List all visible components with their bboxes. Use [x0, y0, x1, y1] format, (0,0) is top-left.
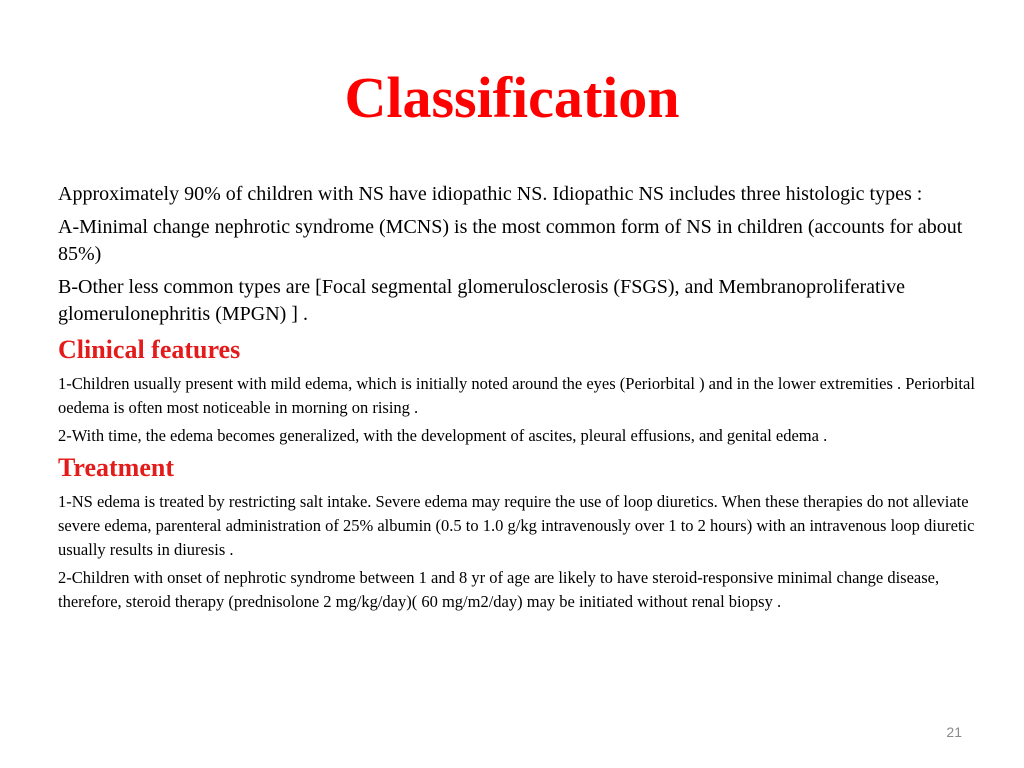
slide-content — [58, 181, 998, 618]
treatment-item-2: 2-Children with onset of nephrotic syndrome between 1 and 8 yr of age are likely to have steroid-responsive minimal change disease, therefore, steroid therapy (prednisolone 2 mg/kg/day)( 60 mg/m2/day) may be initiated without renal biopsy . — [58, 568, 940, 611]
treatment-item-1: 1-NS edema is treated by restricting salt intake. Severe edema may require the use of loop diuretics. When these therapies do not alleviate severe edema, parenteral administration of 25% albumin (0.5 to 1.0 g/kg intravenously over 1 to 2 hours) with an intravenous loop diuretic usually results in diuresis . — [58, 492, 975, 559]
classification-item-b: B-Other less common types are [Focal segmental glomerulosclerosis (FSGS), and Membranoproliferative glomerulonephritis (MPGN) ] . — [58, 276, 906, 325]
clinical-features-item-2: 2-With time, the edema becomes generalized, with the development of ascites, pleural effusions, and genital edema . — [58, 426, 828, 445]
classification-intro: Approximately 90% of children with NS have idiopathic NS. Idiopathic NS includes three histologic types : — [58, 183, 923, 205]
treatment-heading: Treatment — [58, 453, 174, 482]
page-number: 21 — [946, 724, 962, 740]
slide-title: Classification — [344, 65, 680, 130]
clinical-features-heading: Clinical features — [58, 335, 241, 364]
clinical-features-item-1: 1-Children usually present with mild edema, which is initially noted around the eyes (Periorbital ) and in the lower extremities . Periorbital oedema is often most noticeable in morning on rising . — [58, 374, 975, 417]
classification-item-a: A-Minimal change nephrotic syndrome (MCNS) is the most common form of NS in children (accounts for about 85%) — [58, 216, 963, 265]
